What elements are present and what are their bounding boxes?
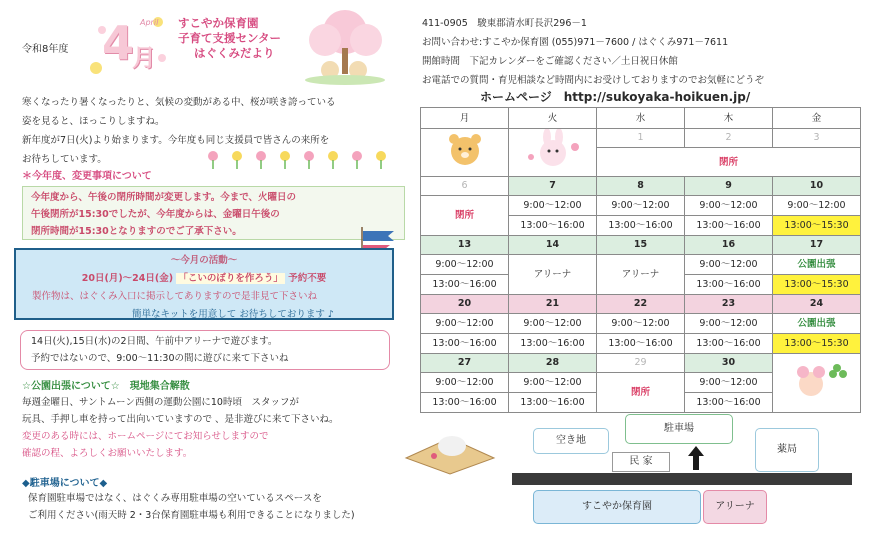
road	[512, 473, 852, 485]
parking-lot: 駐車場	[625, 414, 733, 444]
calendar-table	[420, 107, 861, 413]
date-cell: 8	[597, 177, 685, 196]
closed-cell: 閉所	[597, 373, 685, 413]
activity-date: 20日(月)～24日(金)	[81, 273, 174, 284]
park-line: 玩具、手押し車を持って出向いていますので 、是非遊びに来て下さいね。	[22, 414, 339, 425]
am-cell: 9:00～12:00	[421, 373, 509, 393]
pharmacy: 薬局	[755, 428, 819, 472]
am-cell: 9:00～12:00	[773, 196, 861, 216]
day-header: 木	[685, 108, 773, 129]
date-cell: 7	[509, 177, 597, 196]
arena-line: 14日(火),15日(水)の2日間、午前中アリーナで遊びます。	[31, 336, 278, 347]
parking-text	[28, 490, 428, 524]
intro-line: 新年度が7日(火)より始まります。今年度も同じ支援員で皆さんの来所を	[22, 135, 330, 146]
vacant-lot: 空き地	[533, 428, 609, 454]
pm-cell: 13:00～16:00	[685, 275, 773, 295]
park-cell: 公園出張	[773, 314, 861, 334]
pm-cell: 13:00～16:00	[509, 334, 597, 354]
phone-note: お電話での質問・育児相談など時間内にお受けしておりますのでお気軽にどうぞ	[422, 75, 765, 86]
date-cell: 2	[685, 129, 773, 148]
cherry-tree-icon	[300, 8, 390, 86]
date-cell: 23	[685, 295, 773, 314]
fri-pm-cell: 13:00～15:30	[773, 216, 861, 236]
date-cell: 20	[421, 295, 509, 314]
org-title	[178, 16, 281, 61]
activity-title: 〜今月の活動〜	[170, 255, 238, 266]
bear-illustration-cell	[421, 129, 509, 177]
rabbit-illustration-cell	[509, 129, 597, 177]
parking-line: 保育園駐車場ではなく、はぐくみ専用駐車場の空いているスペースを	[28, 493, 322, 504]
date-cell: 13	[421, 236, 509, 255]
rabbit-icon	[523, 129, 583, 169]
tulip-row-icon	[205, 150, 405, 170]
fiscal-year: 令和8年度	[22, 44, 69, 55]
am-cell: 9:00～12:00	[597, 314, 685, 334]
activity-line	[22, 270, 386, 288]
date-cell: 14	[509, 236, 597, 255]
pm-cell: 13:00～16:00	[597, 216, 685, 236]
activity-no-reservation: 予約不要	[288, 273, 327, 284]
activity-name: 「こいのぼりを作ろう」	[178, 273, 283, 284]
am-cell: 9:00～12:00	[685, 373, 773, 393]
date-cell: 27	[421, 354, 509, 373]
date-cell: 29	[597, 354, 685, 373]
change-notice-box	[22, 186, 405, 240]
org-name: すこやか保育園	[178, 16, 259, 30]
day-header: 水	[597, 108, 685, 129]
change-line: 午後閉所が15:30でしたが、今年度からは、金曜日午後の	[31, 209, 280, 220]
private-house: 民 家	[612, 452, 670, 472]
org-center: 子育て支援センター	[178, 31, 282, 45]
arena-building: アリーナ	[703, 490, 767, 524]
pm-cell: 13:00～16:00	[685, 393, 773, 413]
park-line: 毎週金曜日、サントムーン西側の運動公園に10時頃 スタッフが	[22, 397, 299, 408]
am-cell: 9:00～12:00	[509, 196, 597, 216]
parking-line: ご利用ください(雨天時 2・3台保育園駐車場も利用できることになりました)	[28, 510, 355, 521]
activity-note: 製作物は、はぐくみ入口に掲示してありますので是非見て下さいね	[32, 291, 318, 302]
homepage-link[interactable]: ホームページ http://sukoyaka-hoikuen.jp/	[480, 90, 751, 104]
am-cell: 9:00～12:00	[421, 255, 509, 275]
park-line: 確認の程、よろしくお願いいたします。	[22, 448, 193, 459]
phone-contact: お問い合わせ:すこやか保育園 (055)971－7600 / はぐくみ971－7611	[422, 37, 729, 48]
change-line: 閉所時間が15:30となりますのでご了承下さい。	[31, 226, 242, 237]
date-cell: 9	[685, 177, 773, 196]
change-title: ＊今年度、変更事項について	[22, 171, 152, 182]
am-cell: 9:00～12:00	[597, 196, 685, 216]
pm-cell: 13:00～16:00	[509, 216, 597, 236]
park-cell: 公園出張	[773, 255, 861, 275]
date-cell: 3	[773, 129, 861, 148]
opening-hours: 開館時間 下記カレンダーをご確認ください／土日祝日休館	[422, 56, 678, 67]
arena-line: 予約ではないので、9:00～11:30の間に遊びに来て下さいね	[31, 353, 289, 364]
date-cell: 17	[773, 236, 861, 255]
fri-pm-cell: 13:00～15:30	[773, 334, 861, 354]
date-cell: 1	[597, 129, 685, 148]
date-cell: 16	[685, 236, 773, 255]
date-cell: 6	[421, 177, 509, 196]
month-english: April	[140, 18, 159, 27]
activity-kit-note: 簡単なキットを用意して お待ちしております ♪	[132, 309, 334, 320]
monthly-activity-box	[14, 248, 394, 320]
intro-line: お待ちしています。	[22, 154, 107, 165]
closed-cell: 閉所	[421, 196, 509, 236]
date-cell: 30	[685, 354, 773, 373]
pm-cell: 13:00～16:00	[509, 393, 597, 413]
bear-icon	[440, 129, 490, 169]
arena-notice-box	[20, 330, 390, 370]
park-line: 変更のある時には、ホームページにてお知らせしますので	[22, 431, 269, 442]
date-cell: 22	[597, 295, 685, 314]
date-cell: 21	[509, 295, 597, 314]
am-cell: 9:00～12:00	[685, 196, 773, 216]
month-badge	[88, 8, 168, 86]
date-cell: 10	[773, 177, 861, 196]
pm-cell: 13:00～16:00	[421, 334, 509, 354]
am-cell: 9:00～12:00	[685, 314, 773, 334]
arena-cell: アリーナ	[597, 255, 685, 295]
park-text	[22, 394, 422, 462]
fri-pm-cell: 13:00～15:30	[773, 275, 861, 295]
date-cell: 15	[597, 236, 685, 255]
arrow-up-icon	[686, 444, 706, 472]
change-line: 今年度から、午後の閉所時間が変更します。今まで、火曜日の	[31, 192, 297, 203]
intro-line: 寒くなったり暑くなったりと、気候の変動がある中、桜が咲き誇っている	[22, 97, 336, 108]
am-cell: 9:00～12:00	[685, 255, 773, 275]
sukoyaka-building: すこやか保育園	[533, 490, 701, 524]
contact-info	[422, 14, 764, 90]
date-cell: 24	[773, 295, 861, 314]
day-header: 金	[773, 108, 861, 129]
parking-title: ◆駐車場について◆	[22, 478, 108, 489]
address: 411-0905 駿東郡清水町長沢296－1	[422, 18, 587, 29]
pm-cell: 13:00～16:00	[685, 216, 773, 236]
month-kanji: 月	[132, 44, 156, 72]
date-cell: 28	[509, 354, 597, 373]
pm-cell: 13:00～16:00	[685, 334, 773, 354]
access-map	[400, 410, 860, 549]
am-cell: 9:00～12:00	[509, 314, 597, 334]
pm-cell: 13:00～16:00	[597, 334, 685, 354]
day-header: 火	[509, 108, 597, 129]
month-number: 4	[102, 16, 135, 70]
am-cell: 9:00～12:00	[421, 314, 509, 334]
am-cell: 9:00～12:00	[509, 373, 597, 393]
pm-cell: 13:00～16:00	[421, 393, 509, 413]
intro-line: 姿を見ると、ほっこりしますね。	[22, 116, 165, 127]
park-title: ☆公園出張について☆ 現地集合解散	[22, 381, 190, 392]
baby-illustration-cell	[773, 354, 861, 413]
arena-cell: アリーナ	[509, 255, 597, 295]
sandbox-icon	[400, 418, 500, 478]
closed-cell: 閉所	[597, 148, 861, 177]
baby-clover-icon	[787, 358, 847, 402]
day-header: 月	[421, 108, 509, 129]
pm-cell: 13:00～16:00	[421, 275, 509, 295]
newsletter-name: はぐくみだより	[194, 46, 275, 60]
